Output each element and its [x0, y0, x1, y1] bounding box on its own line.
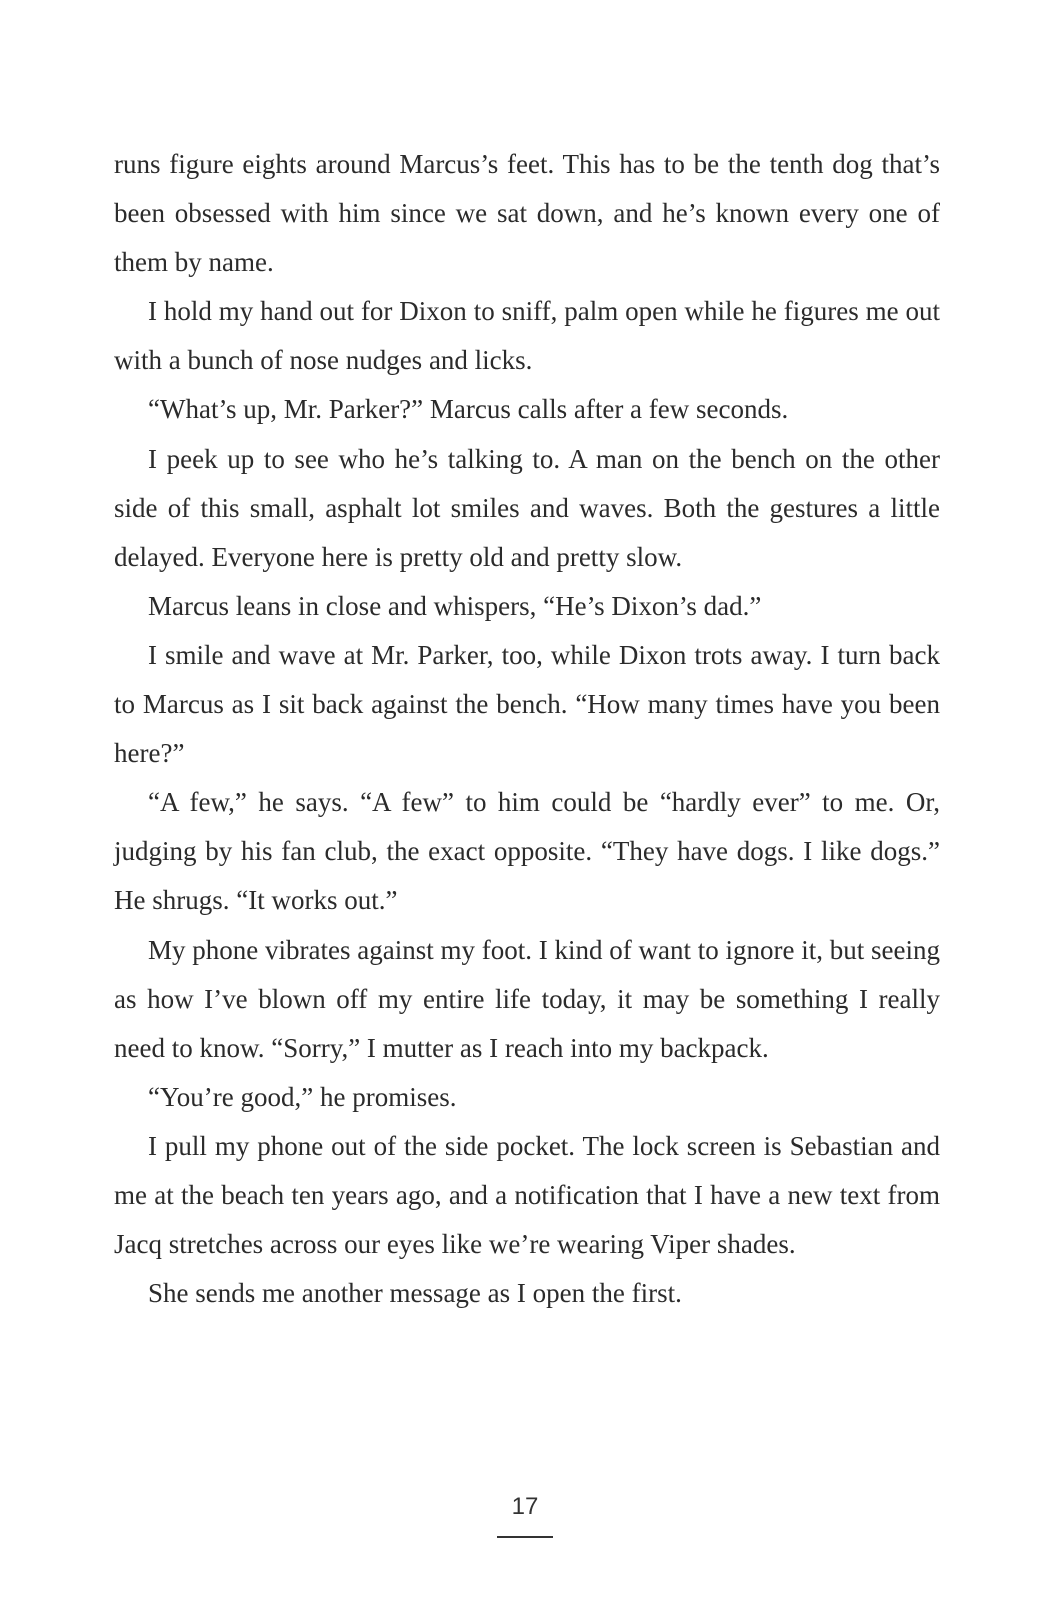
paragraph: “A few,” he says. “A few” to him could be “hardly ever” to me. Or, judging by his fan club, the exact opposite. “They have dogs. I like dogs.” He shrugs. “It works out.”	[114, 787, 940, 916]
paragraph: I peek up to see who he’s talking to. A man on the bench on the other side of this small, asphalt lot smiles and waves. Both the gestures a little delayed. Everyone here is pretty old and pretty slow.	[114, 443, 940, 572]
paragraph: “You’re good,” he promises.	[148, 1081, 457, 1112]
paragraph: “What’s up, Mr. Parker?” Marcus calls after a few seconds.	[148, 394, 789, 425]
page-number: 17	[511, 1493, 539, 1520]
page-number-rule	[497, 1536, 553, 1538]
paragraph: I hold my hand out for Dixon to sniff, palm open while he figures me out with a bunch of nose nudges and licks.	[114, 296, 940, 376]
paragraph: Marcus leans in close and whispers, “He’s Dixon’s dad.”	[148, 590, 762, 621]
paragraph: runs figure eights around Marcus’s feet. This has to be the tenth dog that’s been obsessed with him since we sat down, and he’s known every one of them by name.	[114, 149, 940, 278]
paragraph: My phone vibrates against my foot. I kind of want to ignore it, but seeing as how I’ve blown off my entire life today, it may be something I really need to know. “Sorry,” I mutter as I reach into my backpack.	[114, 934, 940, 1063]
paragraph: She sends me another message as I open the first.	[148, 1278, 682, 1309]
paragraph: I pull my phone out of the side pocket. The lock screen is Sebastian and me at the beach ten years ago, and a notification that I have a new text from Jacq stretches across our eyes like we’re wearing Viper shades.	[114, 1130, 940, 1260]
paragraph: I smile and wave at Mr. Parker, too, while Dixon trots away. I turn back to Marcus as I sit back against the bench. “How many times have you been here?”	[114, 639, 940, 769]
body-text	[114, 140, 940, 1318]
